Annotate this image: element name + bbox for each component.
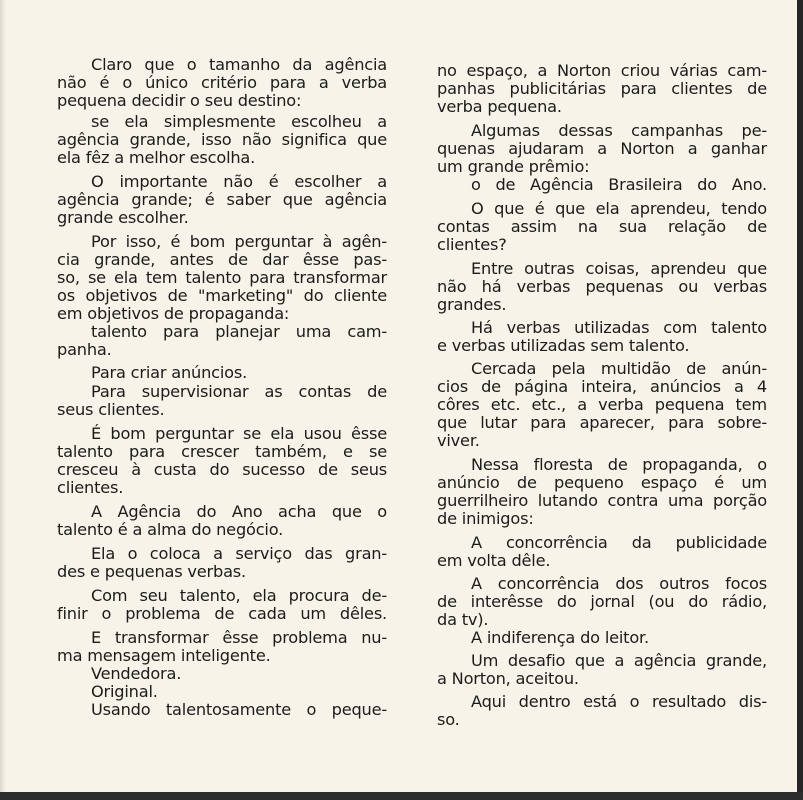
text-line: E transformar êsse problema nu-	[91, 628, 387, 647]
text-line: quenas ajudaram a Norton a ganhar	[437, 139, 767, 158]
text-line: talento para crescer também, e se	[57, 442, 387, 461]
text-line: agência grande; é saber que agência	[57, 190, 387, 209]
text-line: não há verbas pequenas ou verbas	[437, 277, 767, 296]
text-line: clientes?	[437, 235, 507, 254]
text-line: grandes.	[437, 295, 507, 314]
text-line: se ela simplesmente escolheu a	[91, 112, 387, 131]
text-line: Claro que o tamanho da agência	[91, 55, 387, 74]
text-line: côres etc. etc., a verba pequena tem	[437, 395, 767, 414]
text-line: talento para planejar uma cam-	[91, 322, 387, 341]
text-line: Cercada pela multidão de anún-	[471, 359, 767, 378]
text-line: viver.	[437, 431, 480, 450]
text-line: A Agência do Ano acha que o	[91, 502, 387, 521]
text-line: O que é que ela aprendeu, tendo	[471, 199, 767, 218]
scan-border-bottom	[0, 792, 803, 800]
text-line: ma mensagem inteligente.	[57, 646, 271, 665]
text-line: Ela o coloca a serviço das gran-	[91, 544, 387, 563]
text-line: seus clientes.	[57, 400, 165, 419]
page-binding-edge	[0, 0, 6, 792]
text-line: Nessa floresta de propaganda, o	[471, 455, 767, 474]
text-line: que lutar para aparecer, para sobre-	[437, 413, 767, 432]
text-line: Vendedora.	[91, 664, 182, 683]
text-line: O importante não é escolher a	[91, 172, 387, 191]
text-line: so, se ela tem talento para transformar	[57, 268, 387, 287]
text-line: finir o problema de cada um dêles.	[57, 604, 387, 623]
text-line: Para criar anúncios.	[91, 363, 248, 382]
text-line: grande escolher.	[57, 208, 189, 227]
text-line: Há verbas utilizadas com talento	[471, 318, 767, 337]
text-line: Para supervisionar as contas de	[91, 382, 387, 401]
text-line: Por isso, é bom perguntar à agên-	[91, 232, 387, 251]
text-line: de inimigos:	[437, 509, 534, 528]
text-line: em objetivos de propaganda:	[57, 304, 290, 323]
text-line: cresceu à custa do sucesso de seus	[57, 460, 387, 479]
text-line: cios de página inteira, anúncios a 4	[437, 377, 767, 396]
text-line: cia grande, antes de dar êsse pas-	[57, 250, 387, 269]
text-line: verba pequena.	[437, 97, 562, 116]
text-line: anúncio de pequeno espaço é um	[437, 473, 767, 492]
text-line: e verbas utilizadas sem talento.	[437, 336, 690, 355]
text-line: Aqui dentro está o resultado dis-	[471, 692, 767, 711]
text-line: pequena decidir o seu destino:	[57, 91, 302, 110]
text-line: des e pequenas verbas.	[57, 562, 246, 581]
text-line: A indiferença do leitor.	[471, 628, 649, 647]
text-line: so.	[437, 710, 460, 729]
text-line: agência grande, isso não significa que	[57, 130, 387, 149]
text-line: no espaço, a Norton criou várias cam-	[437, 61, 767, 80]
text-line: A concorrência da publicidade	[471, 533, 767, 552]
text-line: da tv).	[437, 610, 489, 629]
text-line: talento é a alma do negócio.	[57, 520, 284, 539]
text-line: clientes.	[57, 478, 124, 497]
text-line: Algumas dessas campanhas pe-	[471, 121, 767, 140]
text-line: em volta dêle.	[437, 551, 551, 570]
text-line: não é o único critério para a verba	[57, 73, 387, 92]
text-line: Com seu talento, ela procura de-	[91, 586, 387, 605]
text-line: Original.	[91, 682, 158, 701]
text-line: ela fêz a melhor escolha.	[57, 148, 256, 167]
text-line: Entre outras coisas, aprendeu que	[471, 259, 767, 278]
text-line: guerrilheiro lutando contra uma porção	[437, 491, 767, 510]
text-line: É bom perguntar se ela usou êsse	[91, 424, 387, 443]
text-line: contas assim na sua relação de	[437, 217, 767, 236]
text-line: de interêsse do jornal (ou do rádio,	[437, 592, 767, 611]
text-line: o de Agência Brasileira do Ano.	[471, 175, 767, 194]
text-line: Usando talentosamente o peque-	[91, 700, 387, 719]
text-line: os objetivos de "marketing" do cliente	[57, 286, 387, 305]
text-line: a Norton, aceitou.	[437, 669, 579, 688]
text-line: A concorrência dos outros focos	[471, 574, 767, 593]
scan-border-right	[797, 0, 803, 800]
text-line: Um desafio que a agência grande,	[471, 651, 767, 670]
text-line: panhas publicitárias para clientes de	[437, 79, 767, 98]
text-line: panha.	[57, 340, 112, 359]
text-line: um grande prêmio:	[437, 157, 590, 176]
